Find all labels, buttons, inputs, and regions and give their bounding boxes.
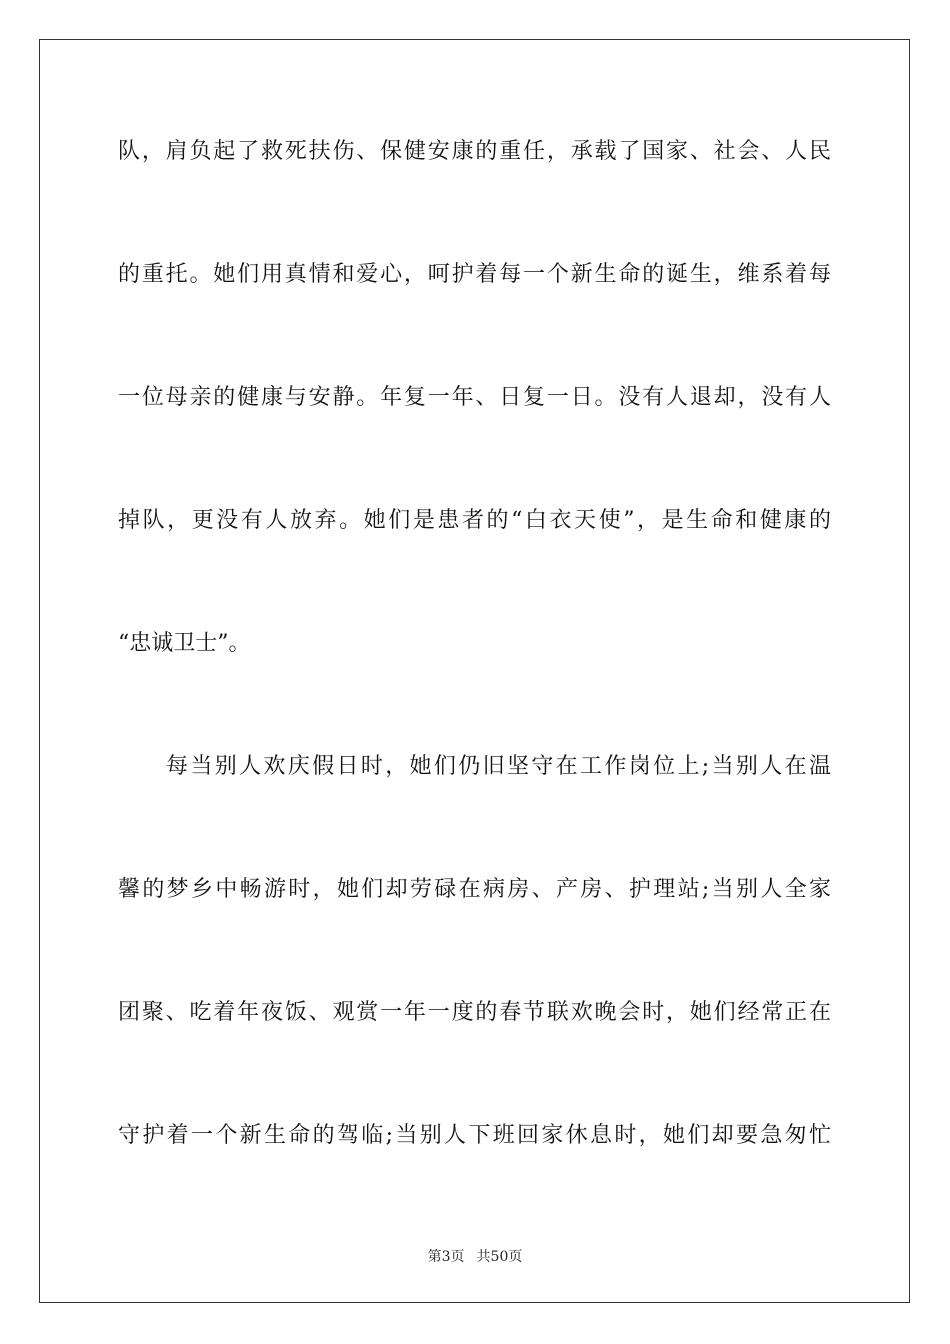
body-text-line: 掉队，更没有人放弃。她们是患者的“白衣天使”，是生命和健康的	[118, 508, 831, 533]
page-footer	[0, 1248, 950, 1266]
body-text-line: 守护着一个新生命的驾临;当别人下班回家休息时，她们却要急匆忙	[118, 1123, 831, 1148]
body-text-line: 队，肩负起了救死扶伤、保健安康的重任，承载了国家、社会、人民	[118, 139, 831, 164]
paragraph-first-line: 每当别人欢庆假日时，她们仍旧坚守在工作岗位上;当别人在温	[166, 754, 831, 779]
body-text-line: 团聚、吃着年夜饭、观赏一年一度的春节联欢晚会时，她们经常正在	[118, 1000, 831, 1025]
total-pages: 共50页	[476, 1249, 523, 1265]
body-text-line: 馨的梦乡中畅游时，她们却劳碌在病房、产房、护理站;当别人全家	[118, 877, 831, 902]
body-text-line: 一位母亲的健康与安静。年复一年、日复一日。没有人退却，没有人	[118, 385, 831, 410]
body-text-line: “忠诚卫士”。	[118, 631, 251, 656]
page-number: 第3页	[427, 1249, 465, 1265]
body-text-line: 的重托。她们用真情和爱心，呵护着每一个新生命的诞生，维系着每	[118, 262, 831, 287]
page-border	[39, 39, 910, 1303]
